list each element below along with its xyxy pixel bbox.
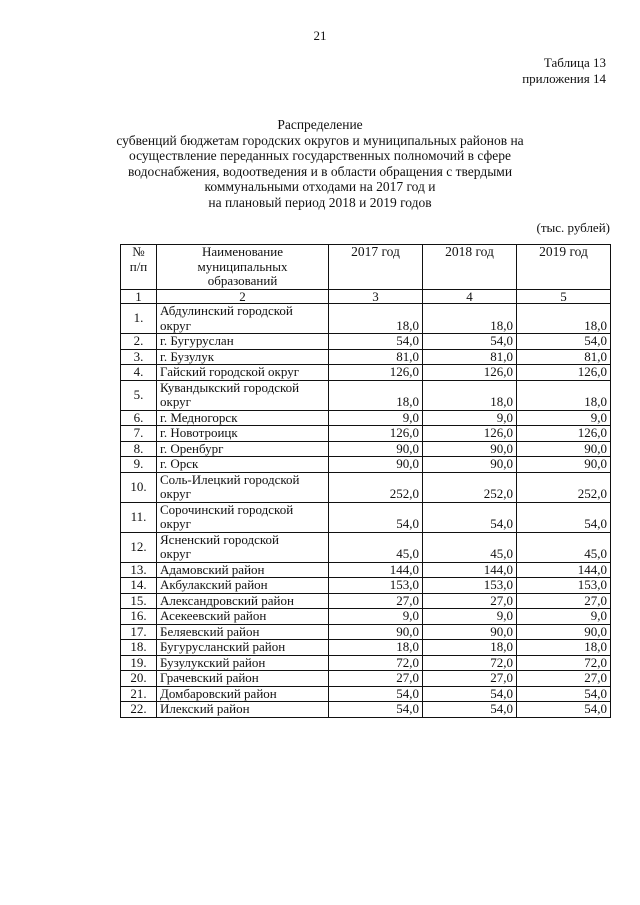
row-number: 5.: [121, 380, 157, 410]
value-2019: 54,0: [517, 686, 611, 702]
table-row: [121, 426, 611, 442]
value-2019: 18,0: [517, 304, 611, 334]
municipality-name-line: Беляевский район: [160, 623, 260, 639]
municipality-name-line: Акбулакский район: [160, 577, 268, 592]
row-number: 19.: [121, 655, 157, 671]
municipality-name-line: Домбаровский район: [160, 685, 277, 701]
column-index-row: [121, 290, 611, 304]
value-2019: 54,0: [517, 334, 611, 350]
municipality-name-line: Бугурусланский район: [160, 639, 286, 654]
value-2019: 90,0: [517, 441, 611, 457]
value-2018: 27,0: [423, 593, 517, 609]
table-row: [121, 686, 611, 702]
title-line: водоснабжения, водоотведения и в области обращения с твердыми: [127, 163, 513, 179]
value-2018: 153,0: [423, 578, 517, 594]
value-2017: 54,0: [329, 702, 423, 718]
municipality-name: [157, 624, 329, 640]
value-2019: 252,0: [517, 472, 611, 502]
header-number-abbr: п/п: [129, 258, 148, 274]
table-row: [121, 562, 611, 578]
value-2019: 9,0: [517, 410, 611, 426]
row-number: 8.: [121, 441, 157, 457]
value-2018: 45,0: [423, 532, 517, 562]
municipality-name-line: округ: [160, 546, 191, 561]
value-2018: 90,0: [423, 457, 517, 473]
row-number: 16.: [121, 609, 157, 625]
row-number: 2.: [121, 334, 157, 350]
appendix-reference-line: приложения 14: [522, 71, 606, 86]
header-name-line: образований: [207, 273, 278, 288]
value-2017: 9,0: [329, 410, 423, 426]
column-index: 5: [517, 290, 611, 304]
value-2017: 90,0: [329, 624, 423, 640]
municipality-name: [157, 410, 329, 426]
municipality-name: [157, 686, 329, 702]
value-2018: 54,0: [423, 334, 517, 350]
value-2018: 252,0: [423, 472, 517, 502]
column-index: 3: [329, 290, 423, 304]
value-2019: 126,0: [517, 365, 611, 381]
value-2018: 126,0: [423, 365, 517, 381]
value-2017: 126,0: [329, 426, 423, 442]
value-2017: 72,0: [329, 655, 423, 671]
row-number: 22.: [121, 702, 157, 718]
value-2019: 81,0: [517, 349, 611, 365]
table-row: [121, 380, 611, 410]
header-name: [157, 245, 329, 290]
table-row: [121, 640, 611, 656]
municipality-name: [157, 609, 329, 625]
table-row: [121, 671, 611, 687]
row-number: 6.: [121, 410, 157, 426]
value-2017: 45,0: [329, 532, 423, 562]
value-2019: 90,0: [517, 624, 611, 640]
table-reference: [522, 55, 606, 87]
municipality-name: [157, 502, 329, 532]
value-2017: 18,0: [329, 380, 423, 410]
municipality-name: [157, 640, 329, 656]
municipality-name: [157, 365, 329, 381]
title-line: Распределение: [277, 117, 363, 132]
value-2018: 54,0: [423, 686, 517, 702]
row-number: 10.: [121, 472, 157, 502]
municipality-name-line: округ: [160, 317, 191, 333]
row-number: 9.: [121, 457, 157, 473]
page-number: 21: [313, 28, 327, 43]
header-number-symbol: №: [132, 244, 145, 259]
value-2018: 54,0: [423, 702, 517, 718]
municipality-name-line: Александровский район: [160, 592, 294, 608]
value-2018: 72,0: [423, 655, 517, 671]
municipality-name-line: Адамовский район: [160, 561, 265, 577]
title-line: осуществление переданных государственных полномочий в сфере: [129, 148, 511, 163]
header-name-line: Наименование: [202, 244, 283, 259]
value-2019: 54,0: [517, 502, 611, 532]
value-2017: 54,0: [329, 334, 423, 350]
municipality-name-line: Грачевский район: [160, 670, 259, 685]
value-2018: 54,0: [423, 502, 517, 532]
value-2019: 27,0: [517, 593, 611, 609]
municipality-name: [157, 593, 329, 609]
municipality-name: [157, 472, 329, 502]
row-number: 7.: [121, 426, 157, 442]
value-2017: 9,0: [329, 609, 423, 625]
row-number: 12.: [121, 532, 157, 562]
value-2018: 18,0: [423, 304, 517, 334]
row-number: 3.: [121, 349, 157, 365]
value-2017: 153,0: [329, 578, 423, 594]
table-row: [121, 410, 611, 426]
header-number: [121, 245, 157, 290]
value-2017: 18,0: [329, 304, 423, 334]
value-2017: 54,0: [329, 502, 423, 532]
header-name-line: муниципальных: [197, 258, 288, 274]
column-index: 4: [423, 290, 517, 304]
table-row: [121, 502, 611, 532]
municipality-name-line: Гайский городской округ: [160, 364, 300, 379]
municipality-name-line: Бузулукский район: [160, 654, 266, 670]
subsidy-table: [120, 244, 611, 718]
value-2019: 144,0: [517, 562, 611, 578]
municipality-name-line: округ: [160, 394, 191, 409]
municipality-name-line: г. Бузулук: [160, 348, 215, 364]
municipality-name: [157, 349, 329, 365]
municipality-name-line: Кувандыкский городской: [160, 379, 300, 395]
value-2018: 126,0: [423, 426, 517, 442]
row-number: 21.: [121, 686, 157, 702]
table-row: [121, 609, 611, 625]
value-2019: 54,0: [517, 702, 611, 718]
table-row: [121, 655, 611, 671]
row-number: 14.: [121, 578, 157, 594]
value-2018: 18,0: [423, 640, 517, 656]
value-2017: 126,0: [329, 365, 423, 381]
table-body: [121, 304, 611, 718]
title-line: субвенций бюджетам городских округов и муниципальных районов на: [116, 132, 524, 148]
municipality-name: [157, 578, 329, 594]
municipality-name: [157, 380, 329, 410]
value-2018: 144,0: [423, 562, 517, 578]
table-row: [121, 624, 611, 640]
municipality-name-line: г. Бугуруслан: [160, 333, 234, 348]
table-row: [121, 532, 611, 562]
column-index: 2: [157, 290, 329, 304]
value-2019: 18,0: [517, 380, 611, 410]
value-2018: 81,0: [423, 349, 517, 365]
table-header-row: [121, 245, 611, 290]
municipality-name-line: г. Медногорск: [160, 409, 238, 425]
table-reference-line: Таблица 13: [543, 55, 606, 70]
value-2019: 18,0: [517, 640, 611, 656]
municipality-name: [157, 671, 329, 687]
value-2017: 27,0: [329, 671, 423, 687]
table-row: [121, 472, 611, 502]
header-2019: 2019 год: [517, 245, 611, 290]
value-2019: 45,0: [517, 532, 611, 562]
municipality-name-line: г. Орск: [160, 456, 199, 471]
value-2019: 126,0: [517, 426, 611, 442]
value-2017: 90,0: [329, 441, 423, 457]
value-2018: 90,0: [423, 624, 517, 640]
table-row: [121, 365, 611, 381]
value-2017: 81,0: [329, 349, 423, 365]
municipality-name: [157, 562, 329, 578]
municipality-name-line: округ: [160, 486, 191, 501]
municipality-name-line: г. Оренбург: [160, 440, 224, 456]
municipality-name-line: Ясненский городской: [160, 531, 280, 547]
value-2018: 27,0: [423, 671, 517, 687]
table-row: [121, 349, 611, 365]
document-title: [100, 117, 540, 210]
value-2019: 9,0: [517, 609, 611, 625]
table-row: [121, 457, 611, 473]
table-row: [121, 702, 611, 718]
municipality-name: [157, 304, 329, 334]
header-2018: 2018 год: [423, 245, 517, 290]
value-2018: 90,0: [423, 441, 517, 457]
municipality-name-line: Сорочинский городской: [160, 501, 294, 517]
row-number: 18.: [121, 640, 157, 656]
value-2017: 18,0: [329, 640, 423, 656]
value-2017: 252,0: [329, 472, 423, 502]
value-2019: 72,0: [517, 655, 611, 671]
value-2019: 153,0: [517, 578, 611, 594]
municipality-name: [157, 426, 329, 442]
municipality-name: [157, 457, 329, 473]
value-2019: 90,0: [517, 457, 611, 473]
row-number: 17.: [121, 624, 157, 640]
table-row: [121, 441, 611, 457]
header-2017: 2017 год: [329, 245, 423, 290]
municipality-name: [157, 441, 329, 457]
municipality-name-line: г. Новотроицк: [160, 425, 238, 440]
municipality-name-line: Илекский район: [160, 701, 250, 716]
column-index: 1: [121, 290, 157, 304]
row-number: 15.: [121, 593, 157, 609]
value-2017: 144,0: [329, 562, 423, 578]
title-line: на плановый период 2018 и 2019 годов: [208, 194, 432, 210]
municipality-name-line: Соль-Илецкий городской: [160, 471, 300, 487]
value-2017: 54,0: [329, 686, 423, 702]
row-number: 4.: [121, 365, 157, 381]
municipality-name-line: округ: [160, 516, 191, 531]
municipality-name-line: Асекеевский район: [160, 608, 267, 623]
municipality-name-line: Абдулинский городской: [160, 303, 293, 318]
municipality-name: [157, 655, 329, 671]
value-2018: 9,0: [423, 609, 517, 625]
row-number: 1.: [121, 304, 157, 334]
municipality-name: [157, 532, 329, 562]
unit-label: (тыс. рублей): [536, 220, 610, 235]
table-row: [121, 578, 611, 594]
value-2018: 18,0: [423, 380, 517, 410]
row-number: 11.: [121, 502, 157, 532]
municipality-name: [157, 334, 329, 350]
value-2017: 90,0: [329, 457, 423, 473]
title-line: коммунальными отходами на 2017 год и: [204, 179, 436, 194]
table-row: [121, 334, 611, 350]
table-row: [121, 304, 611, 334]
municipality-name: [157, 702, 329, 718]
row-number: 13.: [121, 562, 157, 578]
row-number: 20.: [121, 671, 157, 687]
value-2017: 27,0: [329, 593, 423, 609]
value-2018: 9,0: [423, 410, 517, 426]
value-2019: 27,0: [517, 671, 611, 687]
table-row: [121, 593, 611, 609]
